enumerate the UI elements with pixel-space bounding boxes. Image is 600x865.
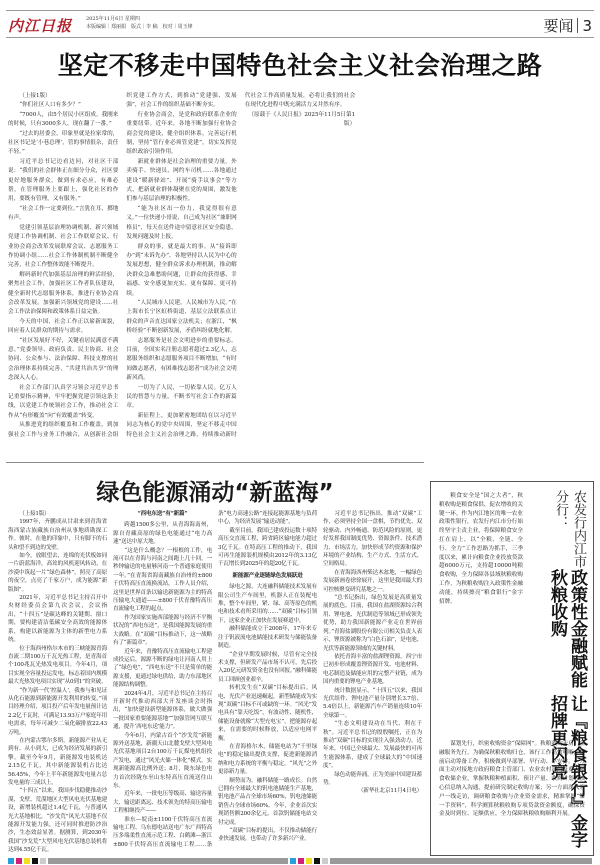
- section-label: [543, 15, 592, 36]
- masthead-meta: [86, 15, 193, 31]
- cyan-swatch: [290, 858, 296, 864]
- paragraph: 习近平总书记指出，推动“双碳”工作，必须坚持全国一盘棋，节约优先、双轮驱动、内外畅通、防范风险的原则，更好发挥我国制度优势、资源条件、技术潜力、市场活力，加快形成节约资源和保护环境的产业结构、生产方式、生活方式、空间格局。: [323, 511, 422, 568]
- paragraph: “人民城市人民建，人民城市为人民。”在上海市长宁区虹桥街道，基层立法联系点让群众的声音直达国家立法机关；在浙江，“枫桥经验”不断创新发展，矛盾纠纷就地化解。: [126, 299, 237, 335]
- paragraph: “企业早期发展时候，尽管有完全技术支撑，但研发产品市场不认可，先后投入20亿元研发资金也没有回报。”融科储能员工回顾创业艰辛。: [218, 651, 317, 683]
- paragraph: 绿色动能奔涌，正为美丽中国建设蓄势。: [323, 771, 422, 786]
- article-source: （新华社北京11月4日电）: [357, 788, 422, 795]
- paragraph: （上接1版）: [19, 93, 51, 99]
- paragraph: 统计数据显示，“十四五”以来，我国光伏组件、锂电池产量分别增长3.7倍、5.4倍以上，新能源汽车产销量连续10年全球第一。: [323, 687, 422, 719]
- paragraph: 社会工作部门认真学习领会习近平总书记重要指示精神，牢牢把握党建引领这条主线，以党建工作统领社会工作，推动社会工作从“有形覆盖”向“有效覆盖”转变。: [8, 384, 119, 419]
- paragraph: 近年来，一批电压等级高、输送容量大、输送距离远、技术领先的特高压输电工程相继投产——: [113, 791, 212, 815]
- paragraph: 转机发生在“双碳”目标提出后。风电、光伏产业迅速崛起，新型储能成为实现“双碳”目标不可或缺的一环。“风光”发电具有“靠天吃饭”，有波动性、随机性，储能设备就像“大型充电宝”，把能源存起来，在需要的时候释放，以适应电网平衡。: [218, 685, 317, 742]
- paragraph: 准东—皖南±1100千伏特高压直流输电工程、乌东德电站送电广东广西特高压多端柔性直流示范工程、白鹤滩—浙江±800千伏特高压直流输电工程……条条“电力高速公路”连接起能源基地与负荷中心，为经济发展“输送动能”。: [113, 511, 317, 848]
- paragraph: 党建引领基层治理协调机制、新兴领域党建工作协调机制、社会工作联席会议、行业协会商会改革发展联席会议、志愿服务工作协调小组……社会工作体制机制不断健全完善，社会工作整体效能不断提升。: [8, 224, 119, 269]
- paragraph: 1997年，齐鹏成从甘肃来到青海省海西蒙古族藏族自治州从事地质勘探工作。彼时，在他的印象中，只有脚下的石头和望不到边的戈壁。: [8, 519, 107, 551]
- paragraph: “社会工作一定要到位。”言犹在耳，掷地有声。: [8, 205, 119, 222]
- magenta-swatch: [298, 858, 304, 864]
- paragraph: 一切为了人民，一切依靠人民。亿万人民的智慧与力量，不断书写社会工作的新篇章。: [126, 384, 237, 410]
- sidebar-article: [430, 481, 594, 856]
- sidebar-kicker: 农发行内江市分行：: [553, 490, 586, 568]
- paragraph: “这是什么概念？一根根的工件，电流可以在青海与河南之间跑上几十回。一秒钟输送的电量够河南一个普通家庭使用一年。”在青海省海南藏族自治州的±800千伏特高压直流换流站，工作人员介绍，这里是世界首条以输送新能源为主的特高压输电大通道——±800千伏青豫特高压直流输电工程的起点。: [113, 547, 212, 613]
- paragraph: 依托青海丰富的盐湖锂资源，西宁市已初步形成覆盖锂资源开发、电池材料、电芯制造及储能应用的完整产业链，成为国内重要的锂电产业基地。: [323, 653, 422, 686]
- paragraph: “作为新一代‘控温人’，我参与和见证从化石能源到新能源开发利用的转变。”项目经理介绍，项目投产后年发电量预计达2.2亿千瓦时，可满足13.93万户家庭年用电需求，每年可减少二氧化碳排放22.43万吨。: [8, 687, 107, 736]
- divider: [577, 18, 578, 33]
- cyan-swatch: [8, 858, 14, 864]
- paragraph: 跨越1500多公里，从青海海南州，源自青藏高原的绿色电能通过“电力高速”送达中原大地。: [113, 522, 212, 546]
- divider: [6, 462, 424, 463]
- paragraph: （上接1版）: [19, 511, 50, 517]
- paragraph: 作为国家实施西部能源与经济不平衡状况的“西电东送”，是我国能源发展的重大战略。在“双碳”目标推动下，这一战略有了“新篇章”。: [113, 614, 212, 647]
- sidebar-headline-line2: 让『粮食银行』金字招牌更闪亮: [547, 694, 587, 848]
- paragraph: 谋划先行，织密收购资金“保障网”。秋粮收购未启，金融服务先行。为确保秋粮收购归仓，该行工作高效明晰，提前启动筹备工作，积极做到早部署、早行动、早安排。一方面主动对接地方政府粮食主管部门、农业农村部门及重点粮食收储企业，掌握秋粮种植面积、预计产量、收购计划等核心信息纳入沟通，提前研究制定收购方案；另一方面深入客户一线走访，调研粮食收购与企业资金需求，精准掌握“第一手资料”，科学测算秋粮收购专项贷款资金额度，确保资金及时到位、足额供应，全力保障秋粮收购顺利开展。: [439, 741, 585, 818]
- paragraph: 习近平总书记边看边问，对社区干部说：“我们的社会群体正在细分分众，社区要更好地服务群众，做到有求必应，有难必帮，在管理服务上要跟上，强化社区的作用，要既有管理，又有服务。”: [8, 158, 119, 203]
- paragraph: 行业协会商会，是党和政府联系企业的重要纽带。近年来，各地不断加强行业协会商会党的建设，健全组织体系，完善运行机制，坚持“管行业必须管党建”，切实发挥党组织政治引领作用。: [126, 111, 237, 156]
- paragraph: “社区发展好不好，关键看居民满意不满意。”党委领导、政府负责、民主协商、社会协同、公众参与、法治保障、科技支撑的社会治理体系持续完善，“共建共治共享”的理念深入人心。: [8, 337, 119, 382]
- gray-bar: [330, 858, 592, 864]
- article2-body: [8, 510, 422, 855]
- page-number: 3: [582, 17, 592, 35]
- paragraph: 在青海格尔木，储能电站为“千里绿电”的稳定输出提供支撑，促进新能源消纳和电力系统的平衡与稳定，“风光”之外更添新力量。: [218, 743, 317, 776]
- paragraph: 群众的事，就是最大的事。从“接诉即办”到“未诉先办”，各地坚持以人民为中心的发展思想，健全群众诉求办理机制，推动解决群众急难愁盼问题，让群众的获得感、幸福感、安全感更加充实、更有保障、更可持续。: [126, 243, 237, 297]
- paragraph: 2024年4月，习近平总书记在主持召开新时代推动西部大开发座谈会时指出，“加快建设新型能源体系，做大做强一批国家重要能源基地”“加强管网互联互通，提升‘西电东送’能力”。: [113, 690, 212, 731]
- paragraph: 截至目前，我国已建成投运数十项特高压交直流工程，跨省跨区输电能力超过3亿千瓦。在特高压工程的推动下，我国可再生能源装机规模由2012年的3.13亿千瓦增长到2025年的超20亿千瓦。: [218, 527, 317, 568]
- black-swatch: [314, 858, 320, 864]
- article-source: （原载于《人民日报》2025年11月5日第1版）: [248, 111, 356, 128]
- paragraph: 解码新时代加强基层治理的鲜活经验，聚焦社会工作，加强社区工作者队伍建设，健全新时代志愿服务体系，推进行业协会商会改革发展，加强新兴领域党的建设……社会工作法治保障和政策体系日益完备。: [8, 271, 119, 316]
- yellow-swatch: [24, 858, 30, 864]
- sidebar-body-top: [439, 492, 523, 730]
- paragraph: “双碳”目标的提出，不仅推动储能行业快速发展，也带动了许多新兴产业。: [218, 828, 317, 843]
- article1-body: [8, 92, 592, 456]
- paragraph: 近年来，青豫特高压直流输电工程建成投运后，源源不断的绿电让河南人用上了“绿色电”，“西电东送”不只是简单的能源支援，更通过绿电供给，助力东部地区能源结构调整。: [113, 648, 212, 689]
- editor-credits: 本版编辑｜郑丽娟 版式｜李 稿 校对｜周玉烽: [86, 24, 193, 30]
- issue-date: 2025年11月6日 星期四: [86, 16, 140, 22]
- subheading: 新能源产业逐链绿色发展跃进: [232, 572, 303, 579]
- article1-headline: 坚定不移走中国特色社会主义社会治理之路: [57, 51, 543, 80]
- paragraph: 今年6月，内蒙古首个“沙戈荒”新能源外送基地，新疆天山北麓戈壁大型风电光伏基地项目2台100万千瓦煤电机组投产发电，通过“风光火储一体化”模式，实现新能源高比例外送；8月，陇东绿色电力首次经陇东至山东特高压直流送往山东。: [113, 732, 212, 789]
- paragraph: 从推进党的组织覆盖和工作覆盖，到加强社会工作与业务工作融合，从创新社会组织党建工作方式，到推动“党建强、发展强”，社会工作的组织基础不断夯实。: [8, 93, 237, 438]
- masthead: [6, 10, 594, 38]
- gray-swatch: [322, 858, 328, 864]
- paragraph: 绿电之源，大连融科储能技术发展有限公司生产车间里，机器人正在装配电堆，整个车间里，紧、绿、高等原色的机电和技术看所采用的……“双碳”目标引领下，这家企业正加快在发展赛道中。: [218, 584, 317, 624]
- paragraph: 新征程上，更加紧密地团结在以习近平同志为核心的党中央周围，坚定不移走中国特色社会主义社会治理之路，持续推动新时代社会工作高质量发展，必将让我们的社会在现代化进程中既充满活力又井然有序。: [126, 93, 356, 438]
- sidebar-body-bottom: [439, 740, 585, 852]
- paragraph: “生态文明建设功在当代、利在千秋”。习近平总书记的殷殷嘱托，正在为推动“双碳”目标的实现注入强劲动力。近年来，中国已全球最大、发展最快的可再生能源体系，建成了全球最大的“中国速度”。: [323, 721, 422, 770]
- article2-headline: 绿色能源涌动“新蓝海”: [96, 480, 334, 506]
- newspaper-logo: 内江日报: [8, 17, 73, 35]
- paragraph: 粮食安全是“国之大者”，秋粮收购是粮食保供、促农增收的关键一环。作为内江地区的唯一农业政策性银行，农发行内江市分行始终坚守主责主业，将保障粮食安全扛在肩上，以“全粮、全链、全行、全力”工作思路为抓手，三季度以来，累计向粮食企业投放贷款超6000万元，支持超10000吨粮食收购，全力保障各县域秋粮收购工作，为秋粮收购注入政策性金融动能，持续擦亮“粮食银行”金字招牌。: [439, 493, 523, 605]
- paragraph: 今天的中国，社会工作正以崭新面貌，回应着人民群众的期待与需求。: [8, 318, 119, 335]
- paragraph: “总书记指出，绿色发展是高质量发展的底色。目前，我国在盐湖资源综合利用、锂电池、光伏制造等领域已形成领先优势，助力我国新能源产业走在世界前列。”青海盐湖股份有限公司相关负责人表示，锂资源被称为“白色石油”，是电池、光伏等新能源领域的关键材料。: [323, 595, 422, 652]
- print-color-bar: [8, 858, 592, 864]
- paragraph: 如今，放眼望去，连绵的光伏板如同一片蔚蓝海洋，高耸的风机迎风转动，在沙漠中筑起一片“绿色森林”，照亮了高原的夜空，点亮了千家万户，成为能源“新版图”。: [8, 553, 107, 593]
- yellow-swatch: [306, 858, 312, 864]
- black-swatch: [32, 858, 38, 864]
- paragraph: 在青海海西州柴达木盆地，一幅绿色发展新画卷徐徐展开，这里是我国最大的可控核聚变研究基地之一。: [323, 569, 422, 593]
- magenta-swatch: [16, 858, 22, 864]
- paragraph: 志愿服务是社会文明进步的重要标志。目前，全国实名注册志愿者超过2.3亿人，志愿服务组织和志愿服务项目不断增加，“有时间做志愿者，有困难找志愿者”成为社会文明新风尚。: [126, 337, 237, 382]
- paragraph: “能为社区出一份力，我觉得很有意义。”一位快递小哥说，自己成为社区“兼职网格员”，每天在送件途中留意社区安全隐患，发现问题及时上报。: [126, 205, 237, 241]
- section-name: 要闻: [543, 17, 574, 35]
- gray-bar: [48, 858, 288, 864]
- paragraph: 融科储能成立于2008年，17年来专注于钒液流电池储能技术研发与储能装备制造。: [218, 626, 317, 650]
- paragraph: “你们社区人口有多少？”: [19, 102, 81, 109]
- sidebar-headline-line1: 政策性金融赋能秋粮收购: [547, 568, 587, 688]
- paragraph: “7000人，由5个居民小区组成。我刚来的时候，只有3000多人，现在翻了一番。”: [8, 111, 119, 128]
- paragraph: 在内蒙古鄂尔多斯，新能源产业从无到有、从小到大，已成为经济发展的新引擎。截至今年9月，新能源发电装机达2.15亿千瓦，其中新能源装机占比达56.45%，今年上半年新能源发电量占总发电量的三成以上。: [8, 737, 107, 786]
- subheading: “西电东送”有“新篇”: [137, 511, 188, 517]
- paragraph: “十四五”以来，我国步伐稳健推动沙漠、戈壁、荒漠地区大型风电光伏基地建设，新增装机超过1.4亿千瓦，与普通风光大基地相比，“沙戈荒”风光大基地不仅能源开发能力强，还可同时推进防沙治沙，生态效益显著。据测算，到2030年我国“沙戈荒”大型风电光伏基地总装机将达到4.55亿千瓦。: [8, 788, 107, 854]
- paragraph: “过去的居委会，印象里就是拉家常的，社区书记是‘小巷总理’，管的事情很杂，责任不轻。”: [8, 130, 119, 156]
- gray-swatch: [40, 858, 46, 864]
- paragraph: 新就业群体是社会治理的重要力量。外卖骑手、快递员、网约车司机……各地通过建设“暖新驿站”、开展“骑手议事会”等方式，把新就业群体凝聚在党的周围，激发他们参与基层治理的积极性。: [126, 158, 237, 203]
- paragraph: 2021年，习近平总书记主持召开中央财经委员会第九次会议，会议指出，“十四五”是碳达峰的关键期、窗口期，要构建清洁低碳安全高效的能源体系，构建以新能源为主体的新型电力系统。: [8, 595, 107, 644]
- paragraph: 位于海西州格尔木市的三峡能源青海直流二期100万千瓦光热工程，是青海首个100兆瓦光热发电项目。今年4月，项目实现全容量投运发电，标志着国内规模最大光热发电项目实现“从0到1”的突破。: [8, 645, 107, 686]
- paragraph: 顺势而为，融科储能一路成长。自然已拥有全球最大的钒电池储能生产基地，钒电池产品占全球市场60%，钒电池储能销售占全球市场60%。今年，企业首次实现销售额200余亿元，首款钒储能电站交付完成。: [218, 777, 317, 826]
